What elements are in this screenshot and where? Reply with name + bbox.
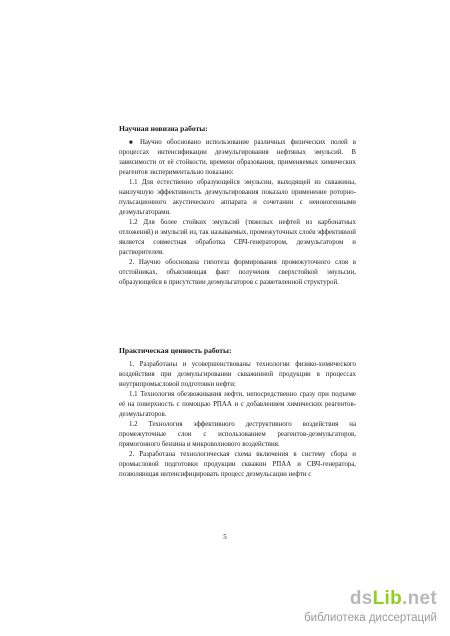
- practical-item-1-2: 1.2 Технология эффективного деструктивного воздействия на промежуточные слои с использованием реагентов-деэмульгаторов, прямогонного бензина и микроволнового воздействия.: [119, 421, 356, 448]
- novelty-item-1-1: 1.1 Для естественно образующейся эмульсии, выходящей из скважины, наилучшую эффективность деэмульгирования показало применение роторно-пульсационного акустического аппарата и сочетании с неионогенными деэмульгаторами.: [119, 179, 356, 216]
- watermark-brand: dsLib.net: [349, 588, 437, 609]
- dslib-watermark-logo: [300, 588, 450, 636]
- practical-section: [119, 346, 356, 480]
- page-number: 5: [223, 533, 227, 541]
- bullet-icon: ■: [129, 140, 136, 146]
- practical-item-2: 2. Разработана технологическая схема включения в систему сбора и промысловой подготовки продукции скважин РПАА и СВЧ-генератора, позволяющая интенсифицировать процесс деэмульсации нефти с: [119, 451, 356, 478]
- novelty-item-1-2: 1.2 Для более стойких эмульсий (тяжелых нефтей из карбонатных отложений) и эмульсий из, так называемых, промежуточных слоёв эффективной является совместная обработка СВЧ-генератором, деэмульгатором и растворителем.: [119, 219, 356, 256]
- novelty-item-2: 2. Научно обоснована гипотеза формирования промежуточного слоя в отстойниках, объясняющая факт получения сверхстойкой эмульсии, образующейся в присутствии деэмульгаторов с разветвленной структурой.: [119, 259, 356, 286]
- watermark-subtitle: библиотека диссертаций: [304, 612, 437, 624]
- novelty-heading: Научная новизна работы:: [119, 124, 208, 133]
- novelty-section: [119, 124, 356, 288]
- practical-item-1: 1. Разработаны и усовершенствованы технологии физико-химического воздействия при деэмульгировании скважинной продукции в процессах внутрипромысловой подготовки нефти:: [119, 361, 356, 388]
- novelty-intro: ■ Научно обосновано использование различных физических полей в процессах интенсификации деэмульгирования нефтяных эмульсий. В зависимости от её стойкости, времени образования, применяемых химических реагентов экспериментально показано:: [119, 139, 356, 176]
- practical-heading: Практическая ценность работы:: [119, 346, 232, 355]
- practical-item-1-1: 1.1 Технология обезвоживания нефти, непосредственно сразу при подъеме её на поверхность с помощью РПАА и с добавлением химических реагентов-деэмульгаторов.: [119, 391, 356, 418]
